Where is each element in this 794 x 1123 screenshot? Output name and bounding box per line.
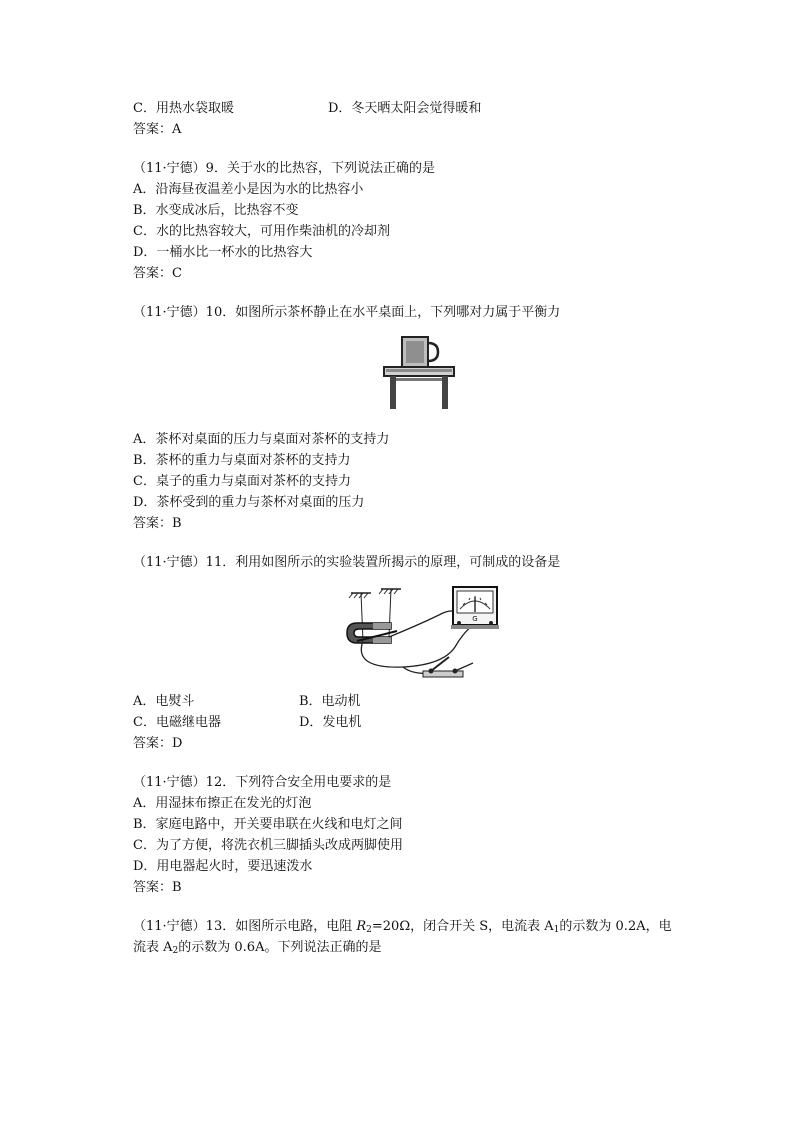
q8-option-c: C．用热水袋取暖: [133, 101, 234, 116]
induction-apparatus-illustration: [343, 583, 503, 685]
q13-stem-line1: [133, 916, 713, 937]
q8-option-d: D．冬天晒太阳会觉得暖和: [328, 101, 482, 116]
q11-options-ab: [133, 691, 713, 712]
q12-stem: （11·宁德）12．下列符合安全用电要求的是: [133, 775, 392, 790]
q11-answer: 答案：D: [133, 736, 183, 751]
q10-option-b: B．茶杯的重力与桌面对茶杯的支持力: [133, 453, 351, 468]
cup-on-table-figure: [378, 331, 468, 421]
q12-answer: 答案：B: [133, 880, 182, 895]
q12-option-b: B．家庭电路中，开关要串联在火线和电灯之间: [133, 817, 403, 832]
q10-option-c: C．桌子的重力与桌面对茶杯的支持力: [133, 474, 351, 489]
q10-answer: 答案：B: [133, 516, 182, 531]
q9-option-d: D．一桶水比一杯水的比热容大: [133, 245, 313, 260]
q13-stem-part1: （11·宁德）13．如图所示电路，电阻: [133, 919, 357, 934]
q8-options-cd: [133, 98, 713, 119]
induction-apparatus-figure: [343, 583, 503, 685]
q11-option-a: A．电熨斗: [133, 694, 195, 709]
q10-stem: （11·宁德）10．如图所示茶杯静止在水平桌面上，下列哪对力属于平衡力: [133, 305, 561, 320]
q13-resistor-symbol: R: [356, 919, 367, 934]
galvanometer-label: G: [472, 615, 478, 623]
q13-ammeter2-subscript: 2: [172, 946, 179, 956]
q13-ammeter1-subscript: 1: [553, 925, 560, 935]
q11-options-cd: [133, 712, 713, 733]
q9-option-c: C．水的比热容较大，可用作柴油机的冷却剂: [133, 224, 390, 239]
q13-line2-part2: 的示数为 0.6A。下列说法正确的是: [178, 940, 382, 955]
q11-option-d: D．发电机: [299, 715, 362, 730]
q9-option-a: A．沿海昼夜温差小是因为水的比热容小: [133, 182, 364, 197]
q10-option-a: A．茶杯对桌面的压力与桌面对茶杯的支持力: [133, 432, 390, 447]
q11-option-c: C．电磁继电器: [133, 715, 221, 730]
q10-option-d: D．茶杯受到的重力与茶杯对桌面的压力: [133, 495, 365, 510]
q8-answer: 答案：A: [133, 122, 182, 137]
q11-option-b: B．电动机: [299, 694, 361, 709]
cup-on-table-illustration: [378, 331, 468, 421]
q9-option-b: B．水变成冰后，比热容不变: [133, 203, 299, 218]
q12-option-a: A．用湿抹布擦正在发光的灯泡: [133, 796, 312, 811]
q9-answer: 答案：C: [133, 266, 182, 281]
q13-stem-part3: 的示数为 0.2A，电: [559, 919, 672, 934]
q9-stem: （11·宁德）9．关于水的比热容，下列说法正确的是: [133, 161, 435, 176]
q12-option-d: D．用电器起火时，要迅速泼水: [133, 859, 313, 874]
q13-stem-part2: =20Ω，闭合开关 S，电流表 A: [371, 919, 554, 934]
q13-stem-line2: [133, 937, 713, 958]
exam-page: [133, 98, 713, 958]
q13-line2-part1: 流表 A: [133, 940, 173, 955]
q12-option-c: C．为了方便，将洗衣机三脚插头改成两脚使用: [133, 838, 403, 853]
q11-stem: （11·宁德）11．利用如图所示的实验装置所揭示的原理，可制成的设备是: [133, 555, 561, 570]
q13-resistor-subscript: 2: [366, 925, 372, 935]
